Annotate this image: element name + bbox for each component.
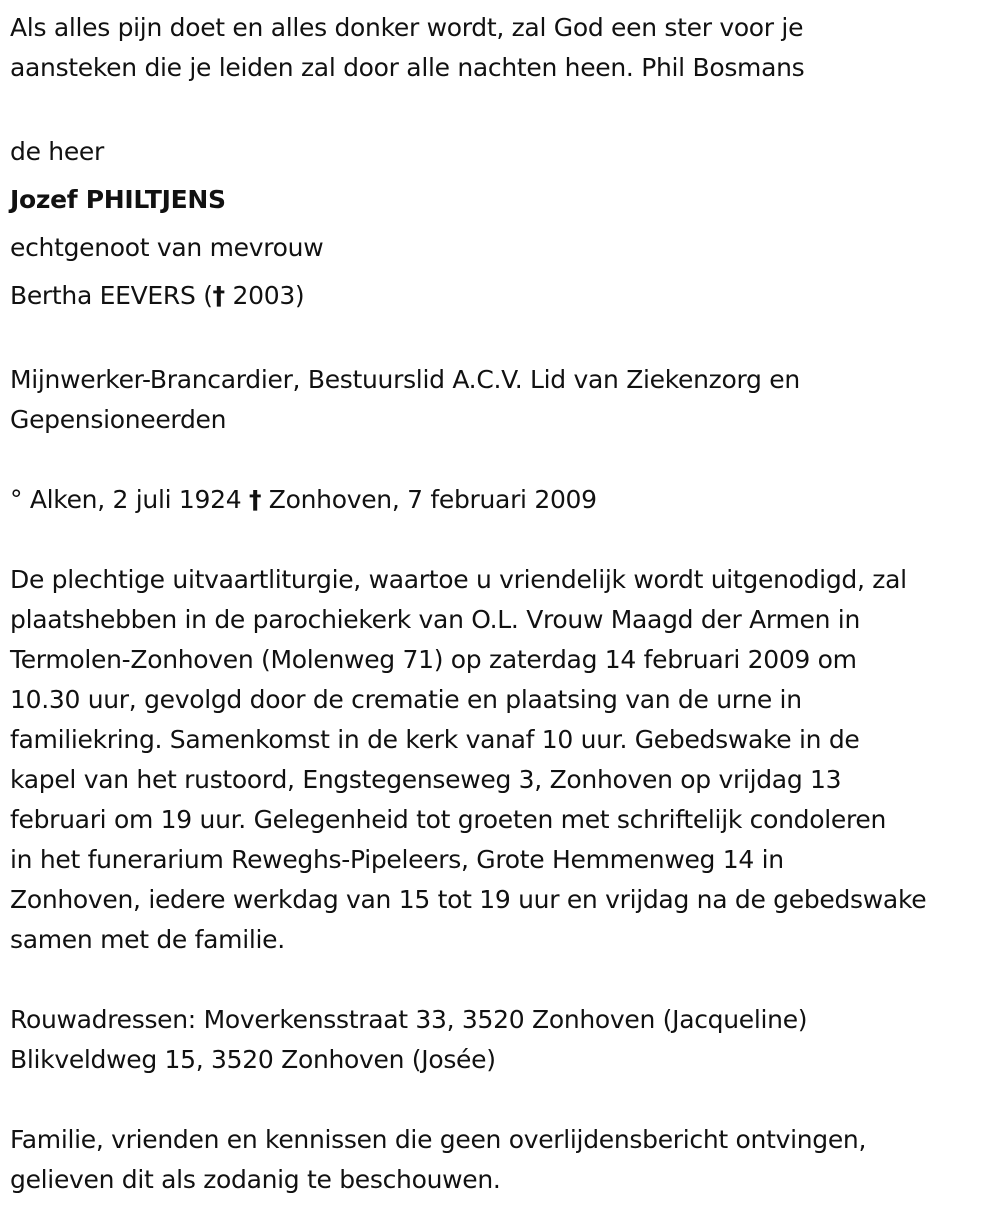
ceremony-line: familiekring. Samenkomst in de kerk vanaf 10 uur. Gebedswake in de <box>10 725 860 754</box>
spacer <box>10 960 995 1000</box>
spacer <box>10 1080 995 1120</box>
spouse-death-year: 2003) <box>224 281 305 310</box>
spacer <box>10 320 995 360</box>
spacer <box>10 520 995 560</box>
ceremony-line: februari om 19 uur. Gelegenheid tot groeten met schriftelijk condoleren <box>10 805 887 834</box>
ceremony-line: plaatshebben in de parochiekerk van O.L. Vrouw Maagd der Armen in <box>10 605 860 634</box>
deceased-name: Jozef PHILTJENS <box>10 185 226 214</box>
quote <box>10 8 995 88</box>
spacer <box>10 88 995 128</box>
life-dates <box>10 480 995 520</box>
occupation <box>10 360 995 440</box>
closing-line: gelieven dit als zodanig te beschouwen. <box>10 1165 501 1194</box>
occupation-line: Mijnwerker-Brancardier, Bestuurslid A.C.V. Lid van Ziekenzorg en <box>10 365 800 394</box>
salutation: de heer <box>10 137 104 166</box>
ceremony-line: samen met de familie. <box>10 925 285 954</box>
ceremony-line: 10.30 uur, gevolgd door de crematie en plaatsing van de urne in <box>10 685 802 714</box>
spouse-name: Bertha EEVERS ( <box>10 281 213 310</box>
ceremony-line: Zonhoven, iedere werkdag van 15 tot 19 uur en vrijdag na de gebedswake <box>10 885 927 914</box>
closing-line: Familie, vrienden en kennissen die geen overlijdensbericht ontvingen, <box>10 1125 867 1154</box>
birth-info: ° Alken, 2 juli 1924 <box>10 485 249 514</box>
spouse-intro: echtgenoot van mevrouw <box>10 233 324 262</box>
ceremony-paragraph <box>10 560 995 960</box>
address-line: Rouwadressen: Moverkensstraat 33, 3520 Zonhoven (Jacqueline) <box>10 1005 808 1034</box>
closing-note <box>10 1120 995 1200</box>
quote-line: Als alles pijn doet en alles donker wordt, zal God een ster voor je <box>10 13 804 42</box>
ceremony-line: De plechtige uitvaartliturgie, waartoe u vriendelijk wordt uitgenodigd, zal <box>10 565 907 594</box>
spouse-line <box>10 272 995 320</box>
mourning-addresses <box>10 1000 995 1080</box>
spacer <box>10 440 995 480</box>
ceremony-line: kapel van het rustoord, Engstegenseweg 3, Zonhoven op vrijdag 13 <box>10 765 842 794</box>
cross-icon: † <box>212 281 225 310</box>
address-line: Blikveldweg 15, 3520 Zonhoven (Josée) <box>10 1045 496 1074</box>
occupation-line: Gepensioneerden <box>10 405 227 434</box>
ceremony-line: Termolen-Zonhoven (Molenweg 71) op zaterdag 14 februari 2009 om <box>10 645 857 674</box>
death-notice <box>10 8 995 1200</box>
death-info: Zonhoven, 7 februari 2009 <box>261 485 597 514</box>
quote-line: aansteken die je leiden zal door alle nachten heen. Phil Bosmans <box>10 53 805 82</box>
ceremony-line: in het funerarium Reweghs-Pipeleers, Grote Hemmenweg 14 in <box>10 845 784 874</box>
cross-icon: † <box>248 485 262 514</box>
